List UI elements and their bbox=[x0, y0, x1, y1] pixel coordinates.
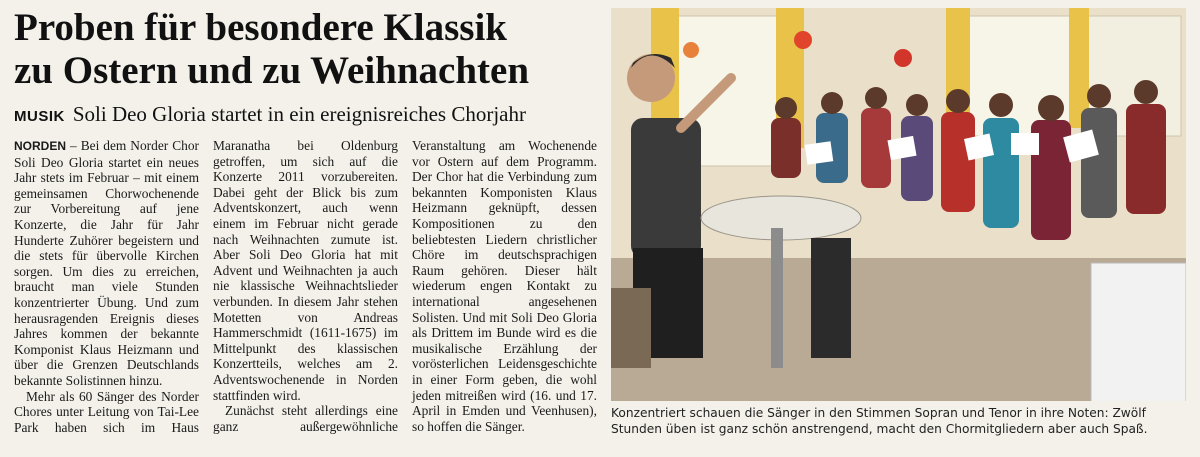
headline-line-2: zu Ostern und zu Weihnachten bbox=[14, 49, 530, 92]
article-body bbox=[14, 138, 597, 448]
paragraph-1-text: – Bei dem Norder Chor Soli Deo Gloria startet ein neues Jahr stets im Februar – mit einem gemeinsamen Chorwochenende zur Vorbereitung auf jene Konzerte, die Jahr für Jahr Hunderte Zuhörer begeistern und die stets für übervolle Kirchen sorgen. Um dies zu erreichen, braucht man viele Stunden konzentrierter Übung. Und zum herausragenden Ereignis dieses Jahres kommen der bekannte Komponist Klaus Heizmann und über die Grenzen Deutschlands bekannte Solistinnen hinzu. bbox=[14, 138, 199, 388]
kicker: MUSIK bbox=[14, 108, 65, 125]
paragraph-3: Zunächst steht allerdings eine ganz außergewöhnliche Veranstaltung am Wochenende vor Ostern auf dem Programm. Der Chor hat die Verbindung zum bekannten Komponisten Klaus Heizmann geknüpft, dessen Kompositionen zu den beliebtesten Liedern christlicher Chöre im deutschsprachigen Raum gehören. Dieser hält wiederum engen Kontakt zu international angesehenen Solisten. Und mit Soli Deo Gloria als Drittem im Bunde wird es die musikalische Erzählung der vorösterlichen Leidensgeschichte in einer Form geben, die wohl jeden mitreißen wird (16. und 17. April in Emden und Veenhusen), so hoffen die Sänger. bbox=[213, 138, 597, 434]
choir-photo bbox=[611, 8, 1186, 401]
subheadline-row bbox=[14, 102, 604, 129]
dateline: NORDEN bbox=[14, 139, 67, 153]
headline bbox=[14, 6, 599, 92]
photo-caption: Konzentriert schauen die Sänger in den Stimmen Sopran und Tenor in ihre Noten: Zwölf Stunden üben ist ganz schön anstrengend, macht den Chormitgliedern aber auch Spaß. bbox=[611, 406, 1148, 436]
paragraph-1 bbox=[14, 138, 199, 389]
headline-line-1: Proben für besondere Klassik bbox=[14, 6, 507, 49]
paragraph-2: Mehr als 60 Sänger des Norder Chores unter Leitung von Tai-Lee Park haben sich im Haus Maranatha bei Oldenburg getroffen, um sich auf die Konzerte 2011 vorzubereiten. Dabei geht der Blick bis zum Adventskonzert, auch wenn einem im Februar nicht gerade nach Weihnachten zumute ist. Aber Soli Deo Gloria hat mit Advent und Weihnachten ja auch nie klassische Weihnachtslieder verbunden. In diesem Jahr stehen Motetten von Andreas Hammerschmidt (1611-1675) im Mittelpunkt des klassischen Konzertteils, welches am 2. Adventswochenende in Norden stattfinden wird. bbox=[14, 138, 398, 435]
subheadline: Soli Deo Gloria startet in ein ereignisreiches Chorjahr bbox=[72, 102, 526, 126]
choir-rehearsal-image bbox=[611, 8, 1186, 401]
